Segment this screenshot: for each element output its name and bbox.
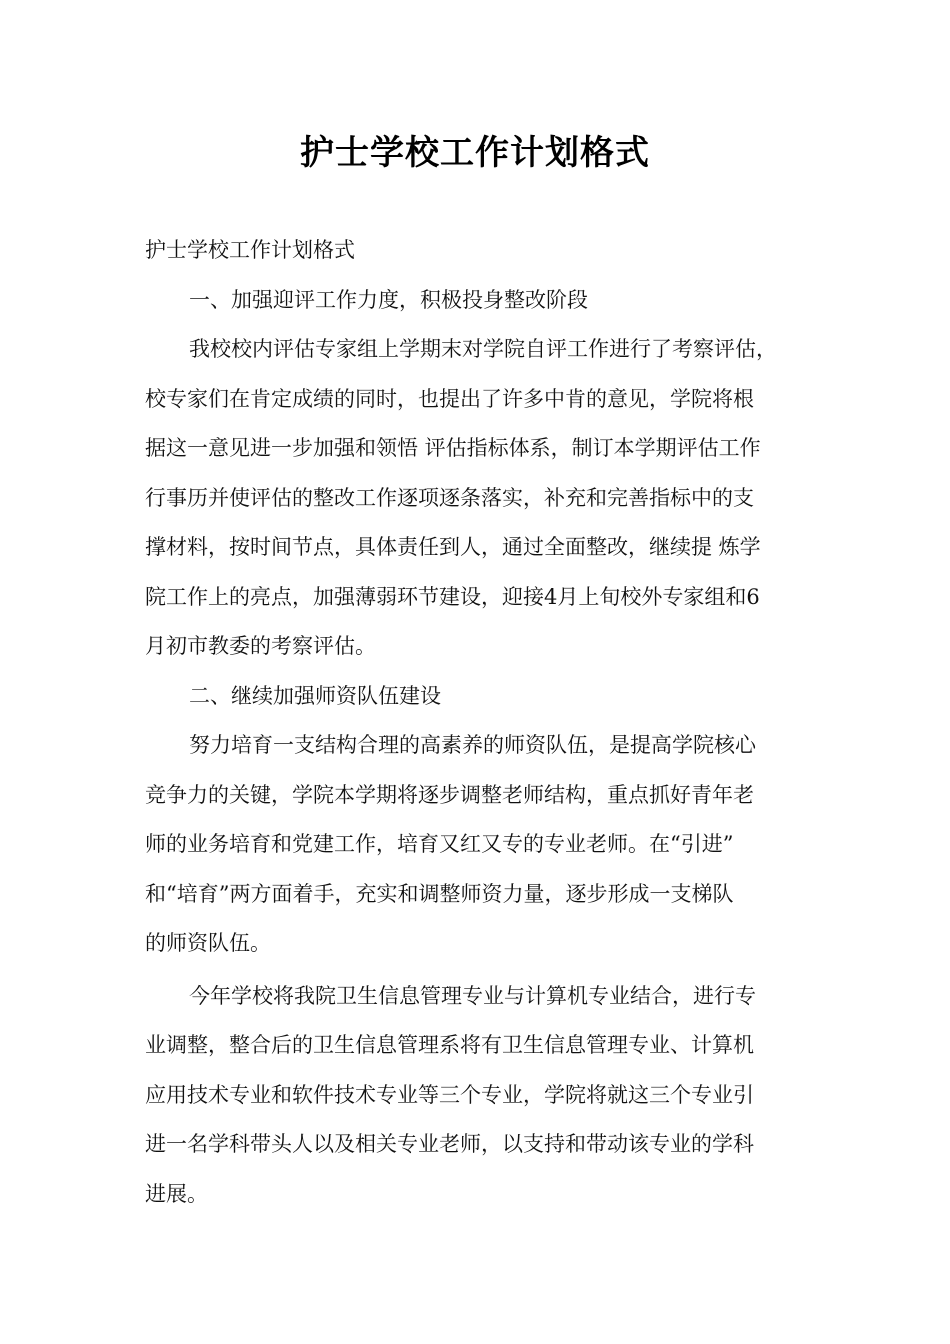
doc-line-19: 进展。 — [145, 1181, 208, 1206]
doc-line-17: 应用技术专业和软件技术专业等三个专业，学院将就这三个专业引 — [145, 1082, 754, 1107]
doc-line-3: 校专家们在肯定成绩的同时，也提出了许多中肯的意见，学院将根 — [145, 386, 754, 411]
doc-line-5: 行事历并使评估的整改工作逐项逐条落实，补充和完善指标中的支 — [145, 485, 754, 510]
doc-line-14: 的师资队伍。 — [145, 931, 271, 955]
doc-line-4: 据这一意见进一步加强和领悟 评估指标体系，制订本学期评估工作 — [145, 436, 761, 460]
doc-line-9: 二、继续加强师资队伍建设 — [189, 683, 441, 708]
doc-line-11: 竞争力的关键，学院本学期将逐步调整老师结构，重点抓好青年老 — [145, 782, 754, 807]
doc-line-6: 撑材料，按时间节点，具体责任到人，通过全面整改，继续提 炼学 — [145, 535, 761, 559]
doc-line-8: 月初市教委的考察评估。 — [145, 634, 376, 658]
doc-line-1: 一、加强迎评工作力度，积极投身整改阶段 — [189, 287, 588, 312]
document-title: 护士学校工作计划格式 — [300, 133, 650, 173]
doc-line-18: 进一名学科带头人以及相关专业老师，以支持和带动该专业的学科 — [145, 1132, 754, 1156]
document-body — [145, 226, 810, 1219]
doc-line-7: 院工作上的亮点，加强薄弱环节建设，迎接4月上旬校外专家组和6 — [145, 584, 760, 609]
doc-line-10: 努力培育一支结构合理的高素养的师资队伍，是提高学院核心 — [189, 733, 756, 757]
doc-line-16: 业调整，整合后的卫生信息管理系将有卫生信息管理专业、计算机 — [145, 1033, 754, 1057]
doc-line-0: 护士学校工作计划格式 — [145, 238, 355, 262]
doc-line-12: 师的业务培育和党建工作，培育又红又专的专业老师。在“引进” — [145, 832, 734, 856]
doc-line-15: 今年学校将我院卫生信息管理专业与计算机专业结合，进行专 — [189, 983, 756, 1008]
doc-line-13: 和“培育”两方面着手，充实和调整师资力量，逐步形成一支梯队 — [145, 881, 734, 906]
doc-line-2: 我校校内评估专家组上学期末对学院自评工作进行了考察评估， — [189, 337, 777, 361]
